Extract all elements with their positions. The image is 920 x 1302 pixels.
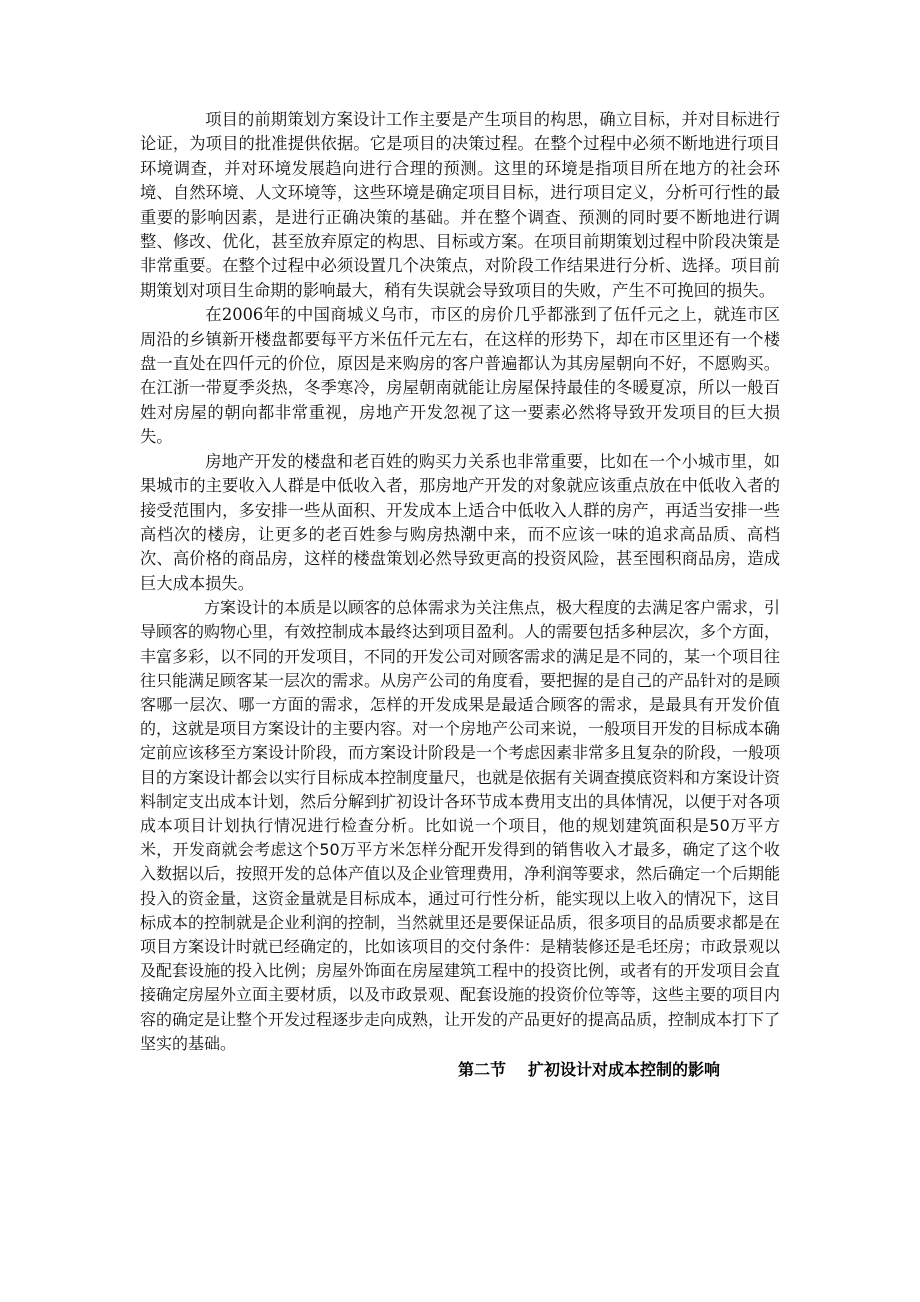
paragraph-scheme-design: 方案设计的本质是以顾客的总体需求为关注焦点，极大程度的去满足客户需求，引导顾客的购物心里，有效控制成本最终达到项目盈利。人的需要包括多种层次，多个方面，丰富多彩，以不同的开发项目，不同的开发公司对顾客需求的满足是不同的，某一个项目往往只能满足顾客某一层次的需求。从房产公司的角度看，要把握的是自己的产品针对的是顾客哪一层次、哪一方面的需求，怎样的开发成果是最适合顾客的需求，是最具有开发价值的，这就是项目方案设计的主要内容。对一个房地产公司来说，一般项目开发的目标成本确定前应该移至方案设计阶段，而方案设计阶段是一个考虑因素非常多且复杂的阶段，一般项目的方案设计都会以实行目标成本控制度量尺，也就是依据有关调查摸底资料和方案设计资料制定支出成本计划，然后分解到扩初设计各环节成本费用支出的具体情况，以便于对各项成本项目计划执行情况进行检查分析。比如说一个项目，他的规划建筑面积是50万平方米，开发商就会考虑这个50万平方米怎样分配开发得到的销售收入才最多，确定了这个收入数据以后，按照开发的总体产值以及企业管理费用，净利润等要求，然后确定一个后期能投入的资金量，这资金量就是目标成本，通过可行性分析，能实现以上收入的情况下，这目标成本的控制就是企业利润的控制，当然就里还是要保证品质，很多项目的品质要求都是在项目方案设计时就已经确定的，比如该项目的交付条件：是精装修还是毛坯房；市政景观以及配套设施的投入比例；房屋外饰面在房屋建筑工程中的投资比例，或者有的开发项目会直接确定房屋外立面主要材质，以及市政景观、配套设施的投资价位等等，这些主要的项目内容的确定是让整个开发过程逐步走向成熟，让开发的产品更好的提高品质，控制成本打下了坚实的基础。: [140, 598, 781, 1053]
document-page: [140, 108, 780, 1082]
paragraph-purchasing-power: 房地产开发的楼盘和老百姓的购买力关系也非常重要，比如在一个小城市里，如果城市的主要收入人群是中低收入者，那房地产开发的对象就应该重点放在中低收入者的接受范围内，多安排一些从面积、开发成本上适合中低收入人群的房产，再适当安排一些高档次的楼房，让更多的老百姓参与购房热潮中来，而不应该一味的追求高品质、高档次、高价格的商品房，这样的楼盘策划必然导致更高的投资风险，甚至囤积商品房，造成巨大成本损失。: [140, 451, 780, 593]
paragraph-project-planning: 项目的前期策划方案设计工作主要是产生项目的构思，确立目标，并对目标进行论证，为项目的批准提供依据。它是项目的决策过程。在整个过程中必须不断地进行项目环境调查，并对环境发展趋向进行合理的预测。这里的环境是指项目所在地方的社会环境、自然环境、人文环境等，这些环境是确定项目目标，进行项目定义，分析可行性的最重要的影响因素，是进行正确决策的基础。并在整个调查、预测的同时要不断地进行调整、修改、优化，甚至放弃原定的构思、目标或方案。在项目前期策划过程中阶段决策是非常重要。在整个过程中必须设置几个决策点，对阶段工作结果进行分析、选择。项目前期策划对项目生命期的影响最大，稍有失误就会导致项目的失败，产生不可挽回的损失。: [140, 110, 780, 300]
section-title: 扩初设计对成本控制的影响: [528, 1059, 721, 1079]
section-number: 第二节: [458, 1059, 507, 1079]
section-heading: [140, 1058, 780, 1082]
paragraph-yiwu-example: 在2006年的中国商城义乌市，市区的房价几乎都涨到了伍仟元之上，就连市区周沿的乡镇新开楼盘都要每平方米伍仟元左右，在这样的形势下，却在市区里还有一个楼盘一直处在四仟元的价位，原因是来购房的客户普遍都认为其房屋朝向不好，不愿购买。在江浙一带夏季炎热，冬季寒冷，房屋朝南就能让房屋保持最佳的冬暖夏凉，所以一般百姓对房屋的朝向都非常重视，房地产开发忽视了这一要素必然将导致开发项目的巨大损失。: [140, 305, 780, 447]
